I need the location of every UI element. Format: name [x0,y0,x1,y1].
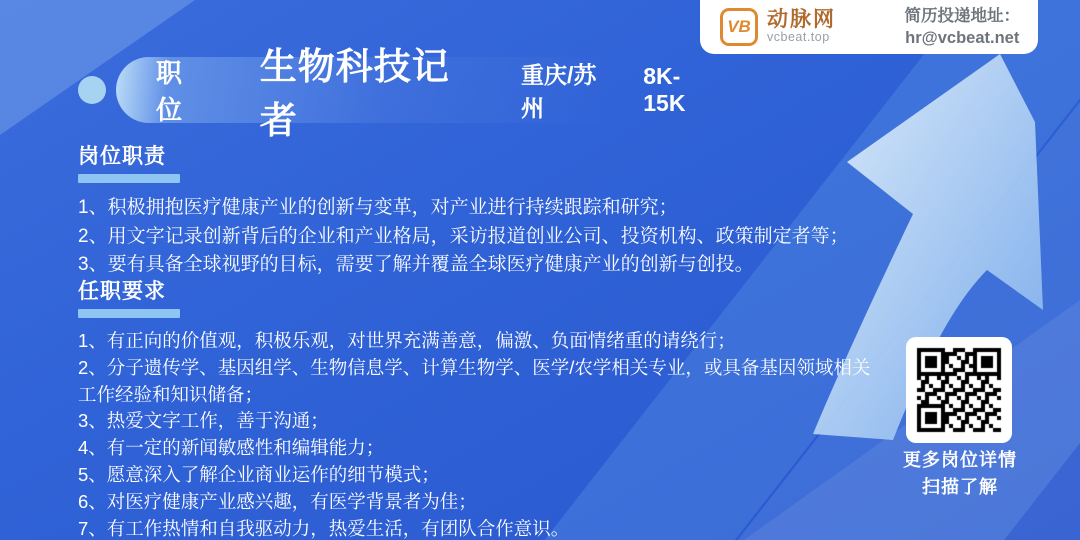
requirements-list [78,328,886,540]
bullet-dot [78,76,106,104]
list-item: 2、用文字记录创新背后的企业和产业格局，采访报道创业公司、投资机构、政策制定者等； [78,225,849,247]
list-item: 1、积极拥抱医疗健康产业的创新与变革，对产业进行持续跟踪和研究； [78,197,678,218]
section-underline [78,309,180,318]
section-requirements [78,275,886,540]
resume-address-block [905,5,1021,50]
job-salary: 8K-15K [643,63,686,116]
qr-caption [872,447,1048,501]
list-item: 4、有一定的新闻敏感性和编辑能力； [78,437,385,459]
section-underline [78,174,180,183]
vb-logo-icon: VB [720,8,758,46]
job-location: 重庆/苏州 [520,62,597,121]
qr-card [906,337,1012,443]
brand-domain: vcbeat.top [767,30,830,45]
resume-address-label: 简历投递地址： [904,6,1020,25]
qr-caption-line1: 更多岗位详情 [903,450,1017,470]
list-item: 5、愿意深入了解企业商业运作的细节模式； [78,463,440,485]
brand-name: 动脉网 [767,8,836,32]
job-title: 生物科技记者 [259,46,450,141]
list-item: 6、对医疗健康产业感兴趣，有医学背景者为佳； [78,490,477,512]
list-item: 1、有正向的价值观，积极乐观，对世界充满善意，偏激、负面情绪重的请绕行； [78,330,736,351]
qr-code-icon [915,346,1003,434]
list-item: 2、分子遗传学、基因组学、生物信息学、计算生物学、医学/农学相关专业，或具备基因领域相关工作经验和知识储备； [78,356,871,405]
section-title-requirements: 任职要求 [78,280,166,303]
brand-block [767,9,836,44]
resume-email: hr@vcbeat.net [905,29,1020,47]
position-label: 职位 [156,58,183,125]
list-item: 3、要有具备全球视野的目标，需要了解并覆盖全球医疗健康产业的创新与创投。 [78,254,754,275]
responsibilities-list [78,194,886,280]
section-responsibilities [78,140,886,280]
section-title-responsibilities: 岗位职责 [78,145,166,168]
list-item: 3、热爱文字工作，善于沟通； [78,410,329,432]
logo-card [700,0,1038,54]
qr-caption-line2: 扫描了解 [922,477,998,497]
job-header-capsule [116,46,716,141]
list-item: 7、有工作热情和自我驱动力，热爱生活，有团队合作意识。 [78,517,570,539]
